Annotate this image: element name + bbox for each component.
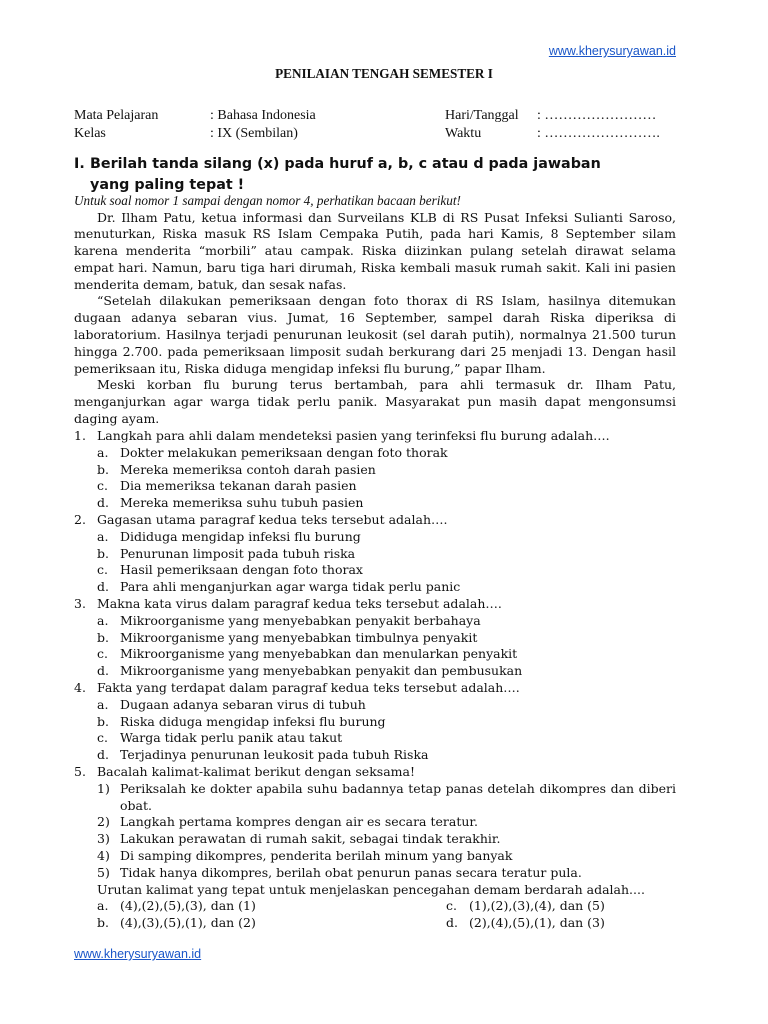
subject-value: : Bahasa Indonesia — [210, 108, 316, 123]
question-number: 1. — [74, 428, 86, 443]
option-text: Dia memeriksa tekanan darah pasien — [120, 478, 357, 494]
question-list — [74, 428, 676, 932]
option-text: Dididuga mengidap infeksi flu burung — [120, 528, 361, 544]
footer-website-link[interactable]: www.kherysuryawan.id — [74, 947, 202, 961]
sentence-label: 1) — [97, 780, 110, 796]
option-text: Mikroorganisme yang menyebabkan timbulnya penyakit — [120, 629, 478, 645]
option-text: Terjadinya penurunan leukosit pada tubuh Riska — [120, 747, 429, 763]
option-text: (4),(2),(5),(3), dan (1) — [120, 898, 256, 914]
option-text: Hasil pemeriksaan dengan foto thorax — [120, 562, 363, 578]
sentence-item — [74, 865, 676, 882]
option-text: (2),(4),(5),(1), dan (3) — [469, 915, 605, 931]
option-label: b. — [97, 545, 109, 561]
option-text: Riska diduga mengidap infeksi flu burung — [120, 713, 386, 729]
page-title: PENILAIAN TENGAH SEMESTER I — [275, 66, 493, 81]
class-value: : IX (Sembilan) — [210, 126, 298, 141]
answer-option[interactable] — [74, 579, 676, 596]
question-4 — [74, 680, 676, 697]
option-label: c. — [97, 646, 108, 662]
answer-option[interactable] — [74, 613, 676, 630]
section-number: I. — [74, 156, 85, 172]
option-text: (4),(3),(5),(1), dan (2) — [120, 915, 256, 931]
option-text: Warga tidak perlu panik atau takut — [120, 730, 343, 746]
question-number: 2. — [74, 511, 86, 527]
option-label: d. — [97, 495, 109, 511]
question-text: Gagasan utama paragraf kedua teks tersebut adalah…. — [97, 511, 448, 527]
answer-option[interactable] — [74, 478, 676, 495]
question-3 — [74, 596, 676, 613]
option-label: b. — [97, 915, 109, 931]
answer-row — [74, 915, 676, 932]
answer-option[interactable] — [74, 730, 676, 747]
answer-row — [74, 898, 676, 915]
section-heading-line-2: yang paling tepat ! — [90, 177, 245, 193]
subject-label: Mata Pelajaran — [74, 108, 159, 123]
option-label: c. — [97, 730, 108, 746]
sentence-item — [74, 848, 676, 865]
answer-option[interactable] — [74, 646, 676, 663]
passage-paragraph: “Setelah dilakukan pemeriksaan dengan foto thorax di RS Islam, hasilnya ditemukan dugaan adanya sebaran vius. Jumat, 16 September, sampel darah Riska diperiksa di laboratorium. Hasilnya terjadi penurunan leukosit (sel darah putih), normalnya 21.500 turun hingga 2.700. pada pemeriksaan limposit sudah berkurang dari 25 menjadi 13. Dengan hasil pemeriksaan itu, Riska diduga mengidap infeksi flu burung,” papar Ilham. — [74, 293, 676, 376]
answer-option[interactable] — [74, 495, 676, 512]
question-number: 5. — [74, 763, 86, 779]
question-5 — [74, 764, 676, 781]
sentence-text: Lakukan perawatan di rumah sakit, sebagai tindak terakhir. — [120, 831, 501, 847]
option-text: Penurunan limposit pada tubuh riska — [120, 545, 356, 561]
option-label: a. — [97, 612, 109, 628]
answer-option[interactable] — [446, 898, 676, 915]
answer-option[interactable] — [74, 747, 676, 764]
question-text: Fakta yang terdapat dalam paragraf kedua teks tersebut adalah…. — [97, 679, 520, 695]
answer-option[interactable] — [74, 714, 676, 731]
answer-option[interactable] — [74, 529, 676, 546]
question-text: Makna kata virus dalam paragraf kedua teks tersebut adalah…. — [97, 595, 502, 611]
option-label: a. — [97, 444, 109, 460]
option-label: b. — [97, 629, 109, 645]
option-text: Dugaan adanya sebaran virus di tubuh — [120, 696, 366, 712]
sentence-label: 4) — [97, 847, 110, 863]
sentence-text: Tidak hanya dikompres, berilah obat penurun panas secara teratur pula. — [120, 864, 582, 880]
option-label: c. — [446, 898, 457, 914]
sentence-text: Periksalah ke dokter apabila suhu badannya tetap panas detelah dikompres dan diberi obat. — [120, 780, 676, 813]
option-text: (1),(2),(3),(4), dan (5) — [469, 898, 605, 914]
option-text: Mereka memeriksa suhu tubuh pasien — [120, 495, 364, 511]
section-heading — [74, 154, 674, 196]
question-number: 4. — [74, 679, 86, 695]
sentence-text: Di samping dikompres, penderita berilah minum yang banyak — [120, 847, 513, 863]
day-value: : …………………… — [537, 108, 657, 123]
reading-passage — [74, 210, 676, 428]
question-text: Langkah para ahli dalam mendeteksi pasien yang terinfeksi flu burung adalah…. — [97, 428, 610, 443]
option-text: Mikroorganisme yang menyebabkan penyakit dan pembusukan — [120, 663, 523, 679]
passage-paragraph: Dr. Ilham Patu, ketua informasi dan Surveilans KLB di RS Pusat Infeksi Sulianti Saroso, menuturkan, Riska masuk RS Islam Cempaka Putih, pada hari Kamis, 8 September silam karena menderita “morbili” atau campak. Riska diizinkan pulang setelah dirawat selama empat hari. Namun, baru tiga hari dirumah, Riska kembali masuk rumah sakit. Kali ini pasien menderita demam, batuk, dan sesak nafas. — [74, 209, 676, 292]
time-value: : ……………………. — [537, 126, 660, 141]
option-label: d. — [446, 915, 458, 931]
answer-option[interactable] — [74, 697, 676, 714]
answer-option[interactable] — [74, 562, 676, 579]
class-label: Kelas — [74, 126, 106, 141]
option-label: c. — [97, 478, 108, 494]
option-text: Mikroorganisme yang menyebabkan dan menularkan penyakit — [120, 646, 518, 662]
sentence-label: 2) — [97, 814, 110, 830]
sentence-item — [74, 814, 676, 831]
option-text: Para ahli menganjurkan agar warga tidak perlu panic — [120, 579, 461, 595]
option-label: b. — [97, 461, 109, 477]
question-1 — [74, 428, 676, 445]
sentence-label: 3) — [97, 831, 110, 847]
answer-option[interactable] — [446, 915, 676, 932]
answer-option[interactable] — [74, 462, 676, 479]
section-heading-line-1: Berilah tanda silang (x) pada huruf a, b, c atau d pada jawaban — [90, 156, 601, 172]
option-text: Dokter melakukan pemeriksaan dengan foto thorak — [120, 444, 448, 460]
day-label: Hari/Tanggal — [445, 108, 519, 123]
option-label: a. — [97, 696, 109, 712]
sentence-item — [74, 831, 676, 848]
option-label: a. — [97, 898, 109, 914]
passage-paragraph: Meski korban flu burung terus bertambah, para ahli termasuk dr. Ilham Patu, menganjurkan agar warga tidak perlu panik. Masyarakat pun masih dapat mengonsumsi daging ayam. — [74, 377, 676, 427]
option-label: a. — [97, 528, 109, 544]
option-text: Mereka memeriksa contoh darah pasien — [120, 461, 376, 477]
question-text: Bacalah kalimat-kalimat berikut dengan seksama! — [97, 763, 415, 779]
option-label: d. — [97, 663, 109, 679]
sentence-item — [74, 781, 676, 815]
answer-option[interactable] — [74, 630, 676, 647]
question-2 — [74, 512, 676, 529]
answer-option[interactable] — [74, 445, 676, 462]
option-label: b. — [97, 713, 109, 729]
option-label: d. — [97, 747, 109, 763]
option-label: c. — [97, 562, 108, 578]
option-label: d. — [97, 579, 109, 595]
option-text: Mikroorganisme yang menyebabkan penyakit berbahaya — [120, 612, 481, 628]
answer-option[interactable] — [97, 915, 446, 932]
answer-option[interactable] — [74, 663, 676, 680]
answer-option[interactable] — [74, 546, 676, 563]
header-website-link[interactable]: www.kherysuryawan.id — [548, 44, 676, 58]
sentence-text: Langkah pertama kompres dengan air es secara teratur. — [120, 814, 478, 830]
answer-option[interactable] — [97, 898, 446, 915]
reading-instruction: Untuk soal nomor 1 sampai dengan nomor 4, perhatikan bacaan berikut! — [74, 193, 461, 208]
question-number: 3. — [74, 595, 86, 611]
question-prompt: Urutan kalimat yang tepat untuk menjelaskan pencegahan demam berdarah adalah.... — [97, 881, 645, 897]
sentence-label: 5) — [97, 864, 110, 880]
time-label: Waktu — [445, 126, 482, 141]
